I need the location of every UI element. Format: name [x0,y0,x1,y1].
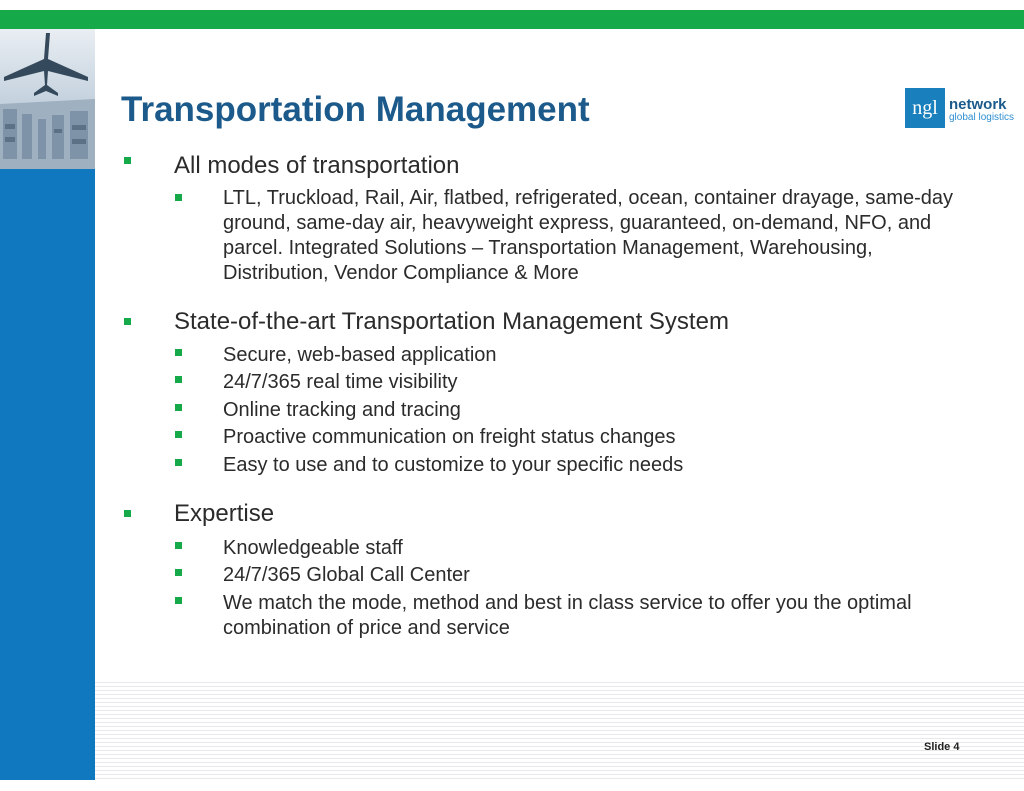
bullet-icon [124,157,131,164]
sub-bullet-icon [175,459,182,466]
sub-bullet-icon [175,597,182,604]
sub-bullet-icon [175,376,182,383]
list-item: Easy to use and to customize to your specific needs [223,454,684,476]
slide-number: Slide 4 [924,741,960,753]
list-item: Online tracking and tracing [223,399,461,421]
list-item: 24/7/365 Global Call Center [223,564,470,586]
list-item: Knowledgeable staff [223,537,403,559]
list-item: Proactive communication on freight status changes [223,426,676,448]
list-item: Secure, web-based application [223,344,497,366]
list-item: LTL, Truckload, Rail, Air, flatbed, refrigerated, ocean, container drayage, same-day ground, same-day air, heavyweight express, guaranteed, on-demand, NFO, and parcel. Integrated Solutions – Transportation Management, Warehousing, Distribution, Vendor Compliance & More [223,187,954,284]
sub-bullet-icon [175,431,182,438]
bullet-icon [124,318,131,325]
section-heading: State-of-the-art Transportation Management System [174,308,729,335]
logo-tagline: global logistics [949,112,1015,123]
section-heading: Expertise [174,500,275,527]
logo-wordmark: network [949,96,1007,113]
slide-title: Transportation Management [121,90,590,129]
section-heading: All modes of transportation [174,152,460,179]
bullet-icon [124,510,131,517]
sub-bullet-icon [175,349,182,356]
list-item: We match the mode, method and best in class service to offer you the optimal combination of price and service [223,592,912,639]
sub-bullet-icon [175,404,182,411]
sub-bullet-icon [175,542,182,549]
logo-mark: ngl [905,88,945,128]
sub-bullet-icon [175,194,182,201]
sub-bullet-icon [175,569,182,576]
list-item: 24/7/365 real time visibility [223,371,458,393]
